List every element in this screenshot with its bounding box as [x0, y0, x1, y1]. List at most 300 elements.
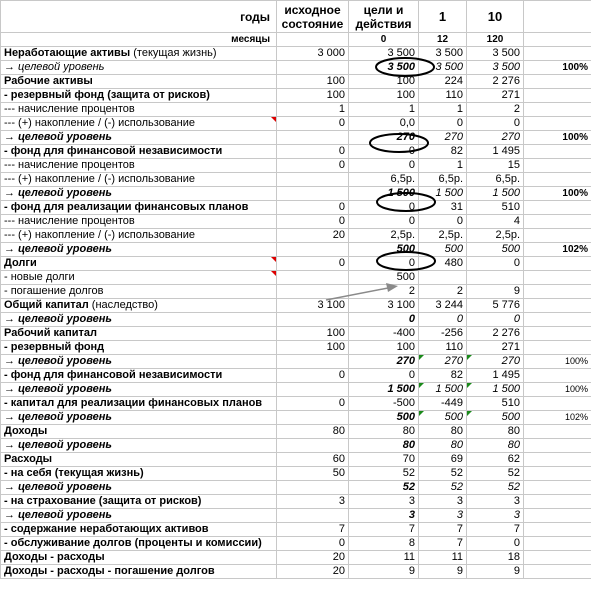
cell-percent[interactable]	[524, 145, 591, 159]
cell-year-1[interactable]: 31	[419, 201, 467, 215]
cell-goals[interactable]: 0	[349, 159, 419, 173]
header-row	[1, 1, 591, 33]
cell-year-1[interactable]: 224	[419, 75, 467, 89]
row-label[interactable]	[1, 327, 277, 341]
cell-year-1[interactable]: 1	[419, 159, 467, 173]
cell-year-10[interactable]: 5 776	[467, 299, 524, 313]
row-label[interactable]	[1, 299, 277, 313]
cell-year-1[interactable]: 1 500	[419, 187, 467, 201]
cell-year-1[interactable]: 6,5р.	[419, 173, 467, 187]
table-row	[1, 173, 591, 187]
cell-goals[interactable]: 52	[349, 467, 419, 481]
row-label-text: Доходы - расходы - погашение долгов	[4, 565, 215, 577]
cell-percent[interactable]	[524, 425, 591, 439]
table-row	[1, 257, 591, 271]
cell-percent[interactable]	[524, 117, 591, 131]
cell-initial[interactable]: 0	[277, 215, 349, 229]
cell-goals[interactable]: 0	[349, 369, 419, 383]
row-label[interactable]	[1, 201, 277, 215]
row-label-text: → целевой уровень	[4, 61, 105, 73]
cell-year-10[interactable]: 3 500	[467, 47, 524, 61]
cell-year-10[interactable]: 80	[467, 425, 524, 439]
cell-initial[interactable]: 3 000	[277, 47, 349, 61]
row-label[interactable]	[1, 89, 277, 103]
cell-goals[interactable]: 3 100	[349, 299, 419, 313]
row-label[interactable]	[1, 187, 277, 201]
cell-year-1[interactable]: 3 500	[419, 47, 467, 61]
cell-year-1[interactable]: 0	[419, 215, 467, 229]
cell-year-10[interactable]: 500	[467, 243, 524, 257]
row-label[interactable]	[1, 271, 277, 285]
cell-year-1[interactable]: 80	[419, 425, 467, 439]
row-label-text: - содержание неработающих активов	[4, 523, 209, 535]
row-label-text: Неработающие активы	[4, 47, 131, 59]
row-label[interactable]	[1, 47, 277, 61]
row-label[interactable]	[1, 285, 277, 299]
header-year-10[interactable]: 10	[467, 1, 524, 33]
cell-goals[interactable]: 11	[349, 551, 419, 565]
row-label[interactable]	[1, 341, 277, 355]
cell-goals[interactable]: 1 500	[349, 187, 419, 201]
cell-year-10[interactable]: 52	[467, 467, 524, 481]
cell-goals[interactable]: 3	[349, 495, 419, 509]
row-label[interactable]	[1, 61, 277, 75]
cell-year-1[interactable]: 270	[419, 131, 467, 145]
subheader-empty-2[interactable]	[524, 33, 591, 47]
cell-year-10[interactable]: 1 495	[467, 369, 524, 383]
cell-year-1[interactable]: 110	[419, 341, 467, 355]
cell-year-10[interactable]: 15	[467, 159, 524, 173]
cell-year-10[interactable]: 18	[467, 551, 524, 565]
table-row	[1, 537, 591, 551]
cell-goals[interactable]: 500	[349, 271, 419, 285]
cell-year-1[interactable]: 11	[419, 551, 467, 565]
cell-percent[interactable]	[524, 215, 591, 229]
cell-year-10[interactable]: 1 500	[467, 383, 524, 397]
row-label-text: Расходы	[4, 453, 53, 465]
cell-percent[interactable]	[524, 229, 591, 243]
cell-goals[interactable]: 1	[349, 103, 419, 117]
cell-goals[interactable]: 500	[349, 243, 419, 257]
cell-goals[interactable]: 70	[349, 453, 419, 467]
row-label[interactable]	[1, 131, 277, 145]
cell-initial[interactable]: 0	[277, 159, 349, 173]
cell-goals[interactable]: 100	[349, 341, 419, 355]
cell-year-10[interactable]: 3 500	[467, 61, 524, 75]
cell-year-1[interactable]: 0	[419, 313, 467, 327]
cell-goals[interactable]: 1 500	[349, 383, 419, 397]
header-empty[interactable]	[524, 1, 591, 33]
row-label[interactable]	[1, 439, 277, 453]
cell-goals[interactable]: 0,0	[349, 117, 419, 131]
row-label-text: - фонд для финансовой независимости	[4, 369, 223, 381]
cell-goals[interactable]: 6,5р.	[349, 173, 419, 187]
cell-year-1[interactable]: 82	[419, 145, 467, 159]
row-label[interactable]	[1, 229, 277, 243]
cell-goals[interactable]: -400	[349, 327, 419, 341]
cell-percent[interactable]	[524, 173, 591, 187]
cell-goals[interactable]: 100	[349, 75, 419, 89]
row-label[interactable]	[1, 369, 277, 383]
cell-percent[interactable]: 100%	[524, 61, 591, 75]
row-label[interactable]	[1, 243, 277, 257]
cell-percent[interactable]: 100%	[524, 187, 591, 201]
row-label-text: --- начисление процентов	[4, 159, 135, 171]
cell-year-10[interactable]: 270	[467, 131, 524, 145]
cell-percent[interactable]	[524, 341, 591, 355]
table-row	[1, 75, 591, 89]
cell-year-1[interactable]: 1 500	[419, 383, 467, 397]
row-label-text: --- (+) накопление / (-) использование	[4, 117, 195, 129]
cell-initial[interactable]	[277, 383, 349, 397]
row-label[interactable]	[1, 425, 277, 439]
cell-percent[interactable]	[524, 537, 591, 551]
table-row	[1, 215, 591, 229]
cell-percent[interactable]	[524, 75, 591, 89]
cell-initial[interactable]: 100	[277, 341, 349, 355]
cell-goals[interactable]: 3 500	[349, 61, 419, 75]
row-label[interactable]	[1, 537, 277, 551]
cell-year-10[interactable]: 2,5р.	[467, 229, 524, 243]
cell-year-1[interactable]: 500	[419, 411, 467, 425]
cell-initial[interactable]: 100	[277, 327, 349, 341]
cell-percent[interactable]	[524, 47, 591, 61]
cell-year-10[interactable]: 2	[467, 103, 524, 117]
cell-percent[interactable]	[524, 257, 591, 271]
cell-goals[interactable]: 100	[349, 89, 419, 103]
table-row	[1, 397, 591, 411]
cell-initial[interactable]: 100	[277, 89, 349, 103]
row-label[interactable]	[1, 551, 277, 565]
table-row	[1, 509, 591, 523]
row-label-text: → целевой уровень	[4, 383, 112, 395]
row-label[interactable]	[1, 159, 277, 173]
cell-goals[interactable]: 80	[349, 439, 419, 453]
cell-goals[interactable]: 80	[349, 425, 419, 439]
cell-initial[interactable]: 20	[277, 229, 349, 243]
cell-year-1[interactable]: 7	[419, 523, 467, 537]
table-row	[1, 131, 591, 145]
cell-initial[interactable]: 100	[277, 75, 349, 89]
row-label-text: Рабочий капитал	[4, 327, 98, 339]
cell-year-1[interactable]: 80	[419, 439, 467, 453]
cell-percent[interactable]: 102%	[524, 411, 591, 425]
cell-initial[interactable]	[277, 509, 349, 523]
cell-year-1[interactable]: 270	[419, 355, 467, 369]
cell-year-10[interactable]: 9	[467, 285, 524, 299]
subheader-months[interactable]: месяцы	[1, 33, 277, 47]
row-label[interactable]	[1, 173, 277, 187]
cell-percent[interactable]: 100%	[524, 383, 591, 397]
table-row	[1, 425, 591, 439]
cell-goals[interactable]: 52	[349, 481, 419, 495]
cell-goals[interactable]: 9	[349, 565, 419, 579]
cell-percent[interactable]	[524, 453, 591, 467]
subheader-empty[interactable]	[277, 33, 349, 47]
subheader-m0[interactable]: 0	[349, 33, 419, 47]
cell-goals[interactable]: 270	[349, 355, 419, 369]
table-row	[1, 201, 591, 215]
table-row	[1, 285, 591, 299]
header-year-1[interactable]: 1	[419, 1, 467, 33]
cell-percent[interactable]	[524, 481, 591, 495]
cell-year-10[interactable]: 3	[467, 509, 524, 523]
table-row	[1, 355, 591, 369]
cell-percent[interactable]	[524, 565, 591, 579]
row-label[interactable]	[1, 383, 277, 397]
cell-percent[interactable]	[524, 327, 591, 341]
table-row	[1, 159, 591, 173]
row-label[interactable]	[1, 103, 277, 117]
cell-year-1[interactable]: 3 244	[419, 299, 467, 313]
cell-year-10[interactable]: 3	[467, 495, 524, 509]
cell-goals[interactable]: 3	[349, 509, 419, 523]
cell-initial[interactable]: 20	[277, 551, 349, 565]
row-label[interactable]	[1, 481, 277, 495]
header-years[interactable]: годы	[1, 1, 277, 33]
cell-year-10[interactable]: 271	[467, 341, 524, 355]
cell-initial[interactable]	[277, 61, 349, 75]
cell-initial[interactable]: 3	[277, 495, 349, 509]
cell-year-10[interactable]: 9	[467, 565, 524, 579]
cell-goals[interactable]: 7	[349, 523, 419, 537]
cell-percent[interactable]	[524, 551, 591, 565]
row-label-text: - на себя (текущая жизнь)	[4, 467, 144, 479]
cell-goals[interactable]: 2,5р.	[349, 229, 419, 243]
cell-goals[interactable]: 3 500	[349, 47, 419, 61]
cell-year-1[interactable]: 7	[419, 537, 467, 551]
cell-year-1[interactable]: 500	[419, 243, 467, 257]
cell-initial[interactable]: 0	[277, 257, 349, 271]
cell-year-10[interactable]	[467, 271, 524, 285]
cell-initial[interactable]	[277, 271, 349, 285]
cell-year-10[interactable]: 270	[467, 355, 524, 369]
cell-initial[interactable]	[277, 355, 349, 369]
cell-initial[interactable]: 3 100	[277, 299, 349, 313]
cell-year-1[interactable]: 3 500	[419, 61, 467, 75]
cell-initial[interactable]: 0	[277, 397, 349, 411]
row-label-text: - новые долги	[4, 271, 75, 283]
table-row	[1, 369, 591, 383]
table-row	[1, 271, 591, 285]
row-label-text: - резервный фонд	[4, 341, 105, 353]
table-row	[1, 439, 591, 453]
cell-initial[interactable]: 0	[277, 117, 349, 131]
cell-initial[interactable]: 0	[277, 201, 349, 215]
cell-year-10[interactable]: 0	[467, 537, 524, 551]
cell-percent[interactable]	[524, 369, 591, 383]
cell-initial[interactable]	[277, 411, 349, 425]
cell-year-1[interactable]: -449	[419, 397, 467, 411]
row-label[interactable]	[1, 117, 277, 131]
cell-initial[interactable]: 0	[277, 145, 349, 159]
cell-year-1[interactable]: 480	[419, 257, 467, 271]
cell-year-10[interactable]: 62	[467, 453, 524, 467]
table-row	[1, 187, 591, 201]
table-row	[1, 481, 591, 495]
cell-percent[interactable]: 100%	[524, 355, 591, 369]
cell-year-10[interactable]: 0	[467, 117, 524, 131]
row-label[interactable]	[1, 453, 277, 467]
row-label-text: Долги	[4, 257, 37, 269]
cell-year-1[interactable]: 2,5р.	[419, 229, 467, 243]
row-label[interactable]	[1, 565, 277, 579]
cell-initial[interactable]	[277, 313, 349, 327]
cell-initial[interactable]: 60	[277, 453, 349, 467]
subheader-m12[interactable]: 12	[419, 33, 467, 47]
cell-goals[interactable]: 0	[349, 215, 419, 229]
table-row	[1, 467, 591, 481]
cell-year-1[interactable]: 1	[419, 103, 467, 117]
table-row	[1, 61, 591, 75]
row-label[interactable]	[1, 495, 277, 509]
row-label-note: (текущая жизнь)	[130, 47, 217, 59]
cell-year-10[interactable]: 271	[467, 89, 524, 103]
cell-percent[interactable]	[524, 271, 591, 285]
cell-year-10[interactable]: 4	[467, 215, 524, 229]
cell-initial[interactable]	[277, 439, 349, 453]
cell-year-1[interactable]: -256	[419, 327, 467, 341]
row-label-text: Доходы - расходы	[4, 551, 105, 563]
row-label[interactable]	[1, 411, 277, 425]
row-label-text: --- (+) накопление / (-) использование	[4, 229, 195, 241]
row-label[interactable]	[1, 397, 277, 411]
row-label-text: Доходы	[4, 425, 48, 437]
cell-initial[interactable]: 0	[277, 369, 349, 383]
cell-initial[interactable]: 20	[277, 565, 349, 579]
cell-percent[interactable]	[524, 397, 591, 411]
row-label-text: → целевой уровень	[4, 481, 112, 493]
cell-goals[interactable]: 0	[349, 201, 419, 215]
row-label-note: (наследство)	[88, 299, 158, 311]
cell-year-1[interactable]: 52	[419, 481, 467, 495]
cell-percent[interactable]: 102%	[524, 243, 591, 257]
table-row	[1, 453, 591, 467]
row-label[interactable]	[1, 145, 277, 159]
cell-initial[interactable]: 1	[277, 103, 349, 117]
row-label[interactable]	[1, 257, 277, 271]
subheader-m120[interactable]: 120	[467, 33, 524, 47]
row-label-text: - погашение долгов	[4, 285, 104, 297]
row-label-text: → целевой уровень	[4, 411, 112, 423]
cell-year-10[interactable]: 1 500	[467, 187, 524, 201]
table-row	[1, 523, 591, 537]
cell-initial[interactable]	[277, 187, 349, 201]
cell-initial[interactable]: 7	[277, 523, 349, 537]
cell-year-1[interactable]: 3	[419, 495, 467, 509]
cell-year-1[interactable]: 52	[419, 467, 467, 481]
header-initial[interactable]: исходное состояние	[277, 1, 349, 33]
cell-initial[interactable]	[277, 481, 349, 495]
row-label[interactable]	[1, 75, 277, 89]
header-goals[interactable]: цели и действия	[349, 1, 419, 33]
cell-initial[interactable]: 50	[277, 467, 349, 481]
cell-percent[interactable]	[524, 285, 591, 299]
cell-percent[interactable]	[524, 299, 591, 313]
cell-percent[interactable]	[524, 103, 591, 117]
row-label-text: Общий капитал	[4, 299, 89, 311]
cell-year-10[interactable]: 2 276	[467, 327, 524, 341]
cell-initial[interactable]	[277, 243, 349, 257]
table-row	[1, 145, 591, 159]
row-label-text: → целевой уровень	[4, 439, 112, 451]
row-label[interactable]	[1, 523, 277, 537]
table-row	[1, 411, 591, 425]
cell-year-10[interactable]: 500	[467, 411, 524, 425]
cell-year-10[interactable]: 0	[467, 257, 524, 271]
cell-year-10[interactable]: 1 495	[467, 145, 524, 159]
cell-year-1[interactable]: 0	[419, 117, 467, 131]
cell-goals[interactable]: 500	[349, 411, 419, 425]
cell-year-10[interactable]: 510	[467, 397, 524, 411]
cell-initial[interactable]	[277, 173, 349, 187]
table-row	[1, 551, 591, 565]
cell-percent[interactable]	[524, 495, 591, 509]
cell-goals[interactable]: 0	[349, 257, 419, 271]
cell-percent[interactable]	[524, 313, 591, 327]
cell-goals[interactable]: 0	[349, 313, 419, 327]
cell-goals[interactable]: 2	[349, 285, 419, 299]
cell-percent[interactable]	[524, 159, 591, 173]
cell-year-1[interactable]: 69	[419, 453, 467, 467]
table-row	[1, 103, 591, 117]
cell-year-1[interactable]: 110	[419, 89, 467, 103]
cell-initial[interactable]: 80	[277, 425, 349, 439]
row-label-text: --- (+) накопление / (-) использование	[4, 173, 195, 185]
cell-year-1[interactable]	[419, 271, 467, 285]
row-label[interactable]	[1, 509, 277, 523]
cell-year-10[interactable]: 7	[467, 523, 524, 537]
cell-initial[interactable]: 0	[277, 537, 349, 551]
cell-year-1[interactable]: 9	[419, 565, 467, 579]
cell-year-10[interactable]: 2 276	[467, 75, 524, 89]
cell-year-10[interactable]: 6,5р.	[467, 173, 524, 187]
cell-year-1[interactable]: 82	[419, 369, 467, 383]
row-label-text: Рабочие активы	[4, 75, 93, 87]
cell-goals[interactable]: 0	[349, 145, 419, 159]
cell-goals[interactable]: 270	[349, 131, 419, 145]
cell-year-10[interactable]: 0	[467, 313, 524, 327]
cell-percent[interactable]	[524, 467, 591, 481]
cell-percent[interactable]	[524, 201, 591, 215]
row-label[interactable]	[1, 313, 277, 327]
row-label[interactable]	[1, 355, 277, 369]
cell-percent[interactable]	[524, 523, 591, 537]
row-label[interactable]	[1, 467, 277, 481]
cell-percent[interactable]	[524, 439, 591, 453]
cell-year-1[interactable]: 3	[419, 509, 467, 523]
table-row	[1, 341, 591, 355]
row-label-text: → целевой уровень	[4, 187, 112, 199]
cell-year-10[interactable]: 52	[467, 481, 524, 495]
row-label-text: - фонд для реализации финансовых планов	[4, 201, 249, 213]
cell-percent[interactable]	[524, 89, 591, 103]
cell-percent[interactable]: 100%	[524, 131, 591, 145]
cell-initial[interactable]	[277, 131, 349, 145]
row-label[interactable]	[1, 215, 277, 229]
cell-initial[interactable]	[277, 285, 349, 299]
cell-goals[interactable]: -500	[349, 397, 419, 411]
cell-percent[interactable]	[524, 509, 591, 523]
cell-year-1[interactable]: 2	[419, 285, 467, 299]
cell-goals[interactable]: 8	[349, 537, 419, 551]
table-row	[1, 565, 591, 579]
cell-year-10[interactable]: 80	[467, 439, 524, 453]
row-label-text: - резервный фонд (защита от рисков)	[4, 89, 210, 101]
cell-year-10[interactable]: 510	[467, 201, 524, 215]
table-row	[1, 495, 591, 509]
table-row	[1, 243, 591, 257]
